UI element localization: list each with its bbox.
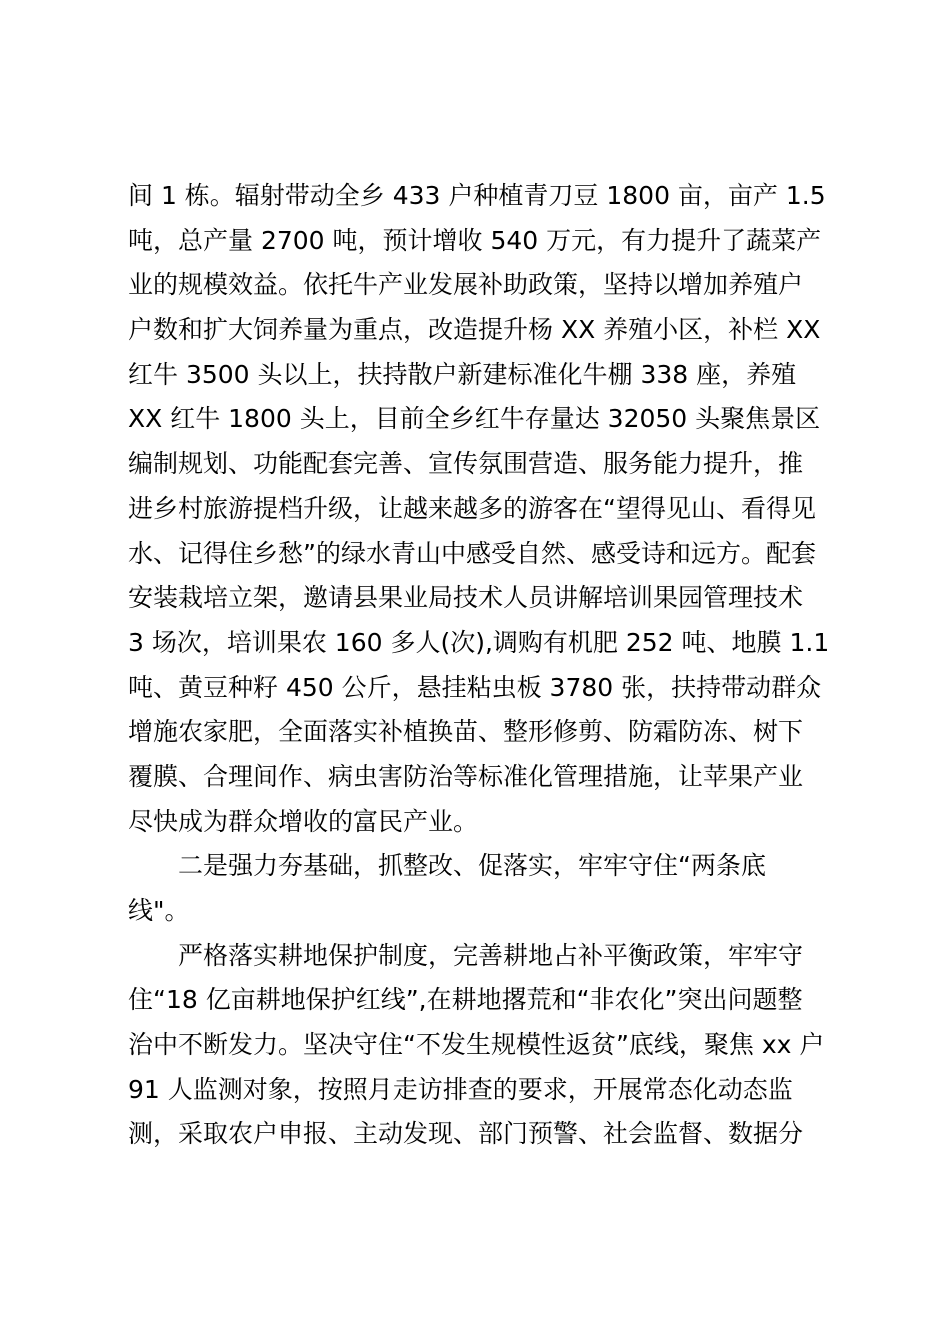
text-line: 增施农家肥，全面落实补植换苗、整形修剪、防霜防冻、树下	[128, 717, 804, 747]
text-line: 尽快成为群众增收的富民产业。	[128, 806, 479, 836]
text-line: 红牛 3500 头以上，扶持散户新建标准化牛棚 338 座，养殖	[128, 359, 797, 389]
text-line: XX 红牛 1800 头上，目前全乡红牛存量达 32050 头聚焦景区	[128, 404, 821, 434]
text-line: 进乡村旅游提档升级，让越来越多的游客在“望得见山、看得见	[128, 493, 816, 523]
text-line: 线"。	[128, 896, 190, 925]
body-text	[128, 174, 838, 1157]
text-line: 3 场次，培训果农 160 多人(次),调购有机肥 252 吨、地膜 1.1	[128, 627, 830, 657]
text-line: 住“18 亿亩耕地保护红线”,在耕地撂荒和“非农化”突出问题整	[128, 985, 803, 1015]
text-line: 间 1 栋。辐射带动全乡 433 户种植青刀豆 1800 亩，亩产 1.5	[128, 181, 826, 210]
text-line: 91 人监测对象，按照月走访排查的要求，开展常态化动态监	[128, 1074, 793, 1104]
paragraph-first-line: 严格落实耕地保护制度，完善耕地占补平衡政策，牢牢守	[178, 940, 804, 970]
text-line: 业的规模效益。依托牛产业发展补助政策，坚持以增加养殖户	[128, 270, 804, 300]
text-line: 水、记得住乡愁”的绿水青山中感受自然、感受诗和远方。配套	[128, 538, 816, 568]
text-line: 吨、黄豆种籽 450 公斤，悬挂粘虫板 3780 张，扶持带动群众	[128, 672, 822, 702]
text-line: 安装栽培立架，邀请县果业局技术人员讲解培训果园管理技术	[128, 583, 804, 613]
text-line: 户数和扩大饲养量为重点，改造提升杨 XX 养殖小区，补栏 XX	[128, 315, 821, 345]
paragraph-first-line: 二是强力夯基础，抓整改、促落实，牢牢守住“两条底	[178, 851, 766, 881]
text-line: 测，采取农户申报、主动发现、部门预警、社会监督、数据分	[128, 1119, 804, 1149]
text-line: 吨，总产量 2700 吨，预计增收 540 万元，有力提升了蔬菜产	[128, 225, 822, 255]
text-line: 治中不断发力。坚决守住“不发生规模性返贫”底线，聚焦 xx 户	[128, 1030, 825, 1060]
text-line: 覆膜、合理间作、病虫害防治等标准化管理措施，让苹果产业	[128, 761, 804, 791]
text-line: 编制规划、功能配套完善、宣传氛围营造、服务能力提升，推	[128, 449, 804, 479]
